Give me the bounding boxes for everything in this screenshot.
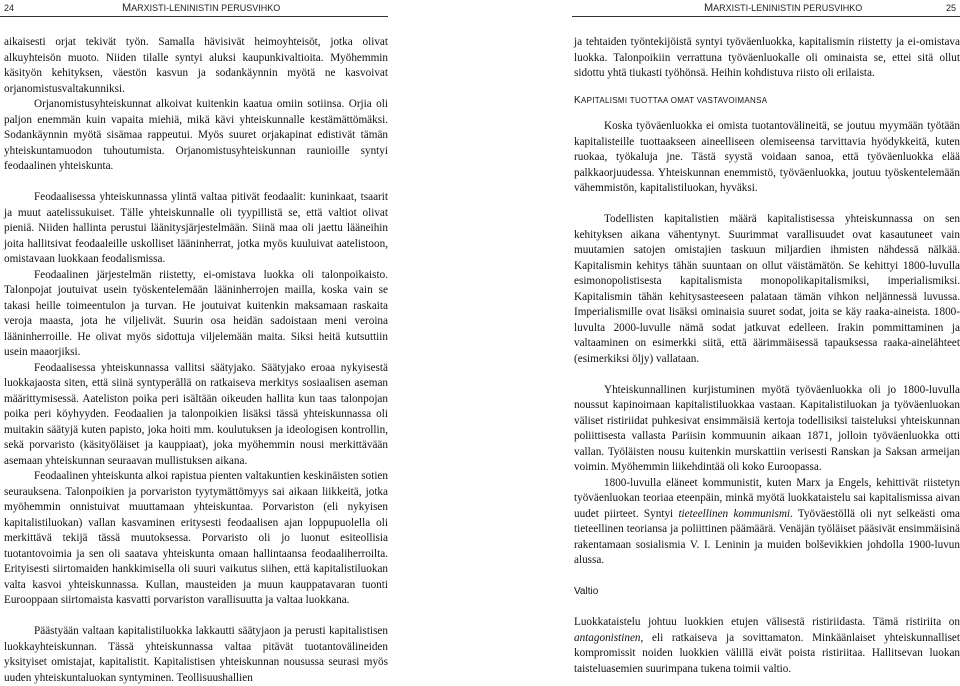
paragraph: Päästyään valtaan kapitalistiluokka lakkautti säätyjaon ja perusti kapitalistisen luokkayhteiskunnan. Tässä yhteiskunnassa valtaa pitävät tuotantovälineiden yksityiset omistajat, kapitalistit. Kapitalistisen yhteiskunnan nousussa seurasi myös uuden yhteiskuntaluokan syntyminen. Teollisuushallien [4, 625, 388, 684]
header-rule-right [572, 16, 960, 17]
page-number-left: 24 [4, 3, 15, 13]
paragraph: Koska työväenluokka ei omista tuotantovälineitä, se joutuu myymään työtään kapitalisteille tuottaakseen aineelliseen olemiseensa tarvittavia hyödykkeitä, kuten ruokaa, työkaluja jne. Tästä syystä voidaan sanoa, että työväenluokka elää palkkaorjuudessa. Yhteiskunnan enemmistö, työväenluokka, joutuu työskentelemään vähemmistön, kapitalistiluokan, hyväksi. [574, 120, 960, 194]
running-title-left: MARXISTI-LENINISTIN PERUSVIHKO [122, 2, 281, 14]
header-rule-left [0, 16, 388, 17]
paragraph: ja tehtaiden työntekijöistä syntyi työväenluokka, kapitalismin riistetty ja ei-omistava luokka. Talonpoikiin verrattuna työväenluokalle oli ominaista se, ettei sitä ollut sidottu yhtä tiukasti työhönsä. Heihin kohdistuva riisto oli erilaista. [574, 36, 960, 79]
paragraph: 1800-luvulla eläneet kommunistit, kuten Marx ja Engels, kehittivät riistetyn työväenluokan teoriaa eteenpäin, minkä myötä luokkataistelu sai kapitalismissa aivan uudet piirteet. Syntyi tieteellinen kommunismi. Työväestöllä oli nyt selkeästi oma tieteellinen teoriansa ja poliittinen päämäärä. Venäjän työläiset pääsivät ensimmäisinä rakentamaan sosialismia V. I. Leninin ja muiden bolševikkien johdolla 1900-luvun alussa. [574, 476, 960, 566]
paragraph: Yhteiskunnallinen kurjistuminen myötä työväenluokka oli jo 1800-luvulla noussut kapinoimaan kapitalistiluokkaa vastaan. Kapitalistiluokan ja työväenluokan väliset ristiriidat puhkesivat ensimmäisiä kertoja todellisiksi taisteluksi yhteiskunnan poliittisesta vallasta Pariisin kommuunin aikaan 1871, jolloin työväenluokka otti vallan. Työläisten nousu kuitenkin murskattiin verisesti Ranskan ja Saksan armeijan voimin. Myöhemmin liikehdintää oli koko Euroopassa. [574, 383, 960, 473]
paragraph: Feodaalisessa yhteiskunnassa ylintä valtaa pitivät feodaalit: kuninkaat, tsaarit ja muut aatelissukuiset. Tälle yhteiskunnalle oli tyypillistä se, että valtiot olivat pieniä. Niiden hallinta perustui läänitysjärjestelmään. Siinä maa oli jaettu lääneihin joita hallitsivat feodaaleille uskolliset lääninherrat, jotka myös kuuluivat aatelistoon, omistavaan luokkaan feodalismissa. [4, 191, 388, 265]
paragraph: Feodaalinen yhteiskunta alkoi rapistua pienten valtakuntien keskinäisten sotien seurauksena. Talonpoikien ja porvariston tyytymättömyys sai aikaan liikkeitä, jotka myöhemmin onnistuivat muuttamaan yhteiskuntaa. Porvariston (eli nykyisen kapitalistiluokan) vallan kasvaminen eritysesti feodaalisen ajan loppupuolella oli merkittävä tekijä tässä muutoksessa. Porvaristo oli jo luonut esiteollisia tuotantovoimia ja sen oli saatava yhteiskunta omaan hallintaansa feodaaliherroilta. Erityisesti siirtomaiden hankkimisella oli suuri vaikutus siihen, että kapitalistiluokan valta kasvoi yhteiskunnassa. Kullan, mausteiden ja muun kauppatavaran tuonti Eurooppaan siirtomaista kasvatti porvariston varallisuutta ja valtaa luokkana. [4, 470, 388, 606]
section-heading: KAPITALISMI TUOTTAA OMAT VASTAVOIMANSA [574, 94, 768, 106]
paragraph: Luokkataistelu johtuu luokkien etujen välisestä ristiriidasta. Tämä ristiriita on antagonistinen, eli ratkaiseva ja sovittamaton. Minkäänlaiset yhteiskunnalliset kompromissit noiden luokkien välillä eivät poista ristiriitaa. Hallitsevan luokan taisteluasemien suurimpana tukena toimii valtio. [574, 616, 960, 675]
subsection-heading: Valtio [574, 586, 599, 597]
page-header-left [0, 0, 388, 17]
right-page-body [574, 35, 960, 677]
left-page-body [4, 35, 388, 686]
page-number-right: 25 [946, 3, 957, 13]
page-header-right [572, 0, 960, 17]
paragraph: Todellisten kapitalistien määrä kapitalistisessa yhteiskunnassa on sen kehityksen aikana vähentynyt. Suurimmat varallisuudet ovat kasautuneet vain muutamien satojen omistajien taskuun miljardien ihmisten nähdessä nälkää. Kapitalismin kehitys tähän suuntaan on ollut väistämätön. Se kehittyi 1800-luvulla esimonopolistisesta kapitalismista monopolikapitalismiksi, imperialismiksi. Kapitalismin tähän kehitysasteeseen palataan tämän vihkon neljännessä luvussa. Imperialismille ovat lisäksi ominaisia suuret sodat, joita se käy raaka-aineista. 1800-luvulta 2000-luvulle nämä sodat jatkuvat edelleen. Irakin pommittaminen ja valtaaminen on esimerkki siitä, että äärimmäisessä tapauksessa raaka-ainelähteet (esimerkiksi öljy) vallataan. [574, 213, 960, 365]
paragraph: Feodaalinen järjestelmän riistetty, ei-omistava luokka oli talonpoikaisto. Talonpojat joutuivat usein työskentelemään lääninherrojen mailla, koska vain se takasi heille toimeentulon ja turvan. He joutuivat kuitenkin maksamaan raskaita veroja maasta, jota he viljelivät. Suurin osa heidän sadoistaan meni veroina lääninherroille. He olivat myös sidottuja viljelemään maita. Siksi heitä kutsuttiin usein maaorjiksi. [4, 268, 388, 358]
running-title-right: MARXISTI-LENINISTIN PERUSVIHKO [704, 2, 863, 14]
paragraph: Feodaalisessa yhteiskunnassa vallitsi säätyjako. Säätyjako eroaa nykyisestä luokkajaosta siten, että siinä syntyperällä on ratkaiseva merkitys sosiaalisen aseman määrittymisessä. Aateliston poika peri isältään oikeuden hallita kun taas talonpojan poika peri köyhyyden. Feodaalien ja talonpoikien lisäksi tässä yhteiskunnassa oli muitakin säätyjä kuten papisto, joka hoiti mm. koulutuksen ja ideologisen kontrollin, sekä porvaristo (käsityöläiset ja kauppiaat), joka myöhemmin nousi merkittävään asemaan yhteiskunnan seuraavan mullistuksen aikana. [4, 361, 388, 467]
paragraph: Orjanomistusyhteiskunnat alkoivat kuitenkin kaatua omiin sotiinsa. Orjia oli paljon enemmän kuin vapaita miehiä, mikä kävi yhteiskunnalle kestämättömäksi. Sodankäynnin myötä sisämaa rappeutui. Myös suuret orjakapinat edistivät tämän yhteiskuntamuodon tuhoutumista. Orjanomistusyhteiskunnan raunioille syntyi feodaalinen yhteiskunta. [4, 98, 388, 172]
paragraph: aikaisesti orjat tekivät työn. Samalla hävisivät heimoyhteisöt, jotka olivat alkuyhteisön muoto. Niiden tilalle syntyi aluksi kaupunkivaltioita. Myöhemmin käsityön kehityksen, väestön kasvun ja sodankäynnin myötä ne kasvoivat orjanomistusvaltakunniksi. [4, 36, 388, 95]
